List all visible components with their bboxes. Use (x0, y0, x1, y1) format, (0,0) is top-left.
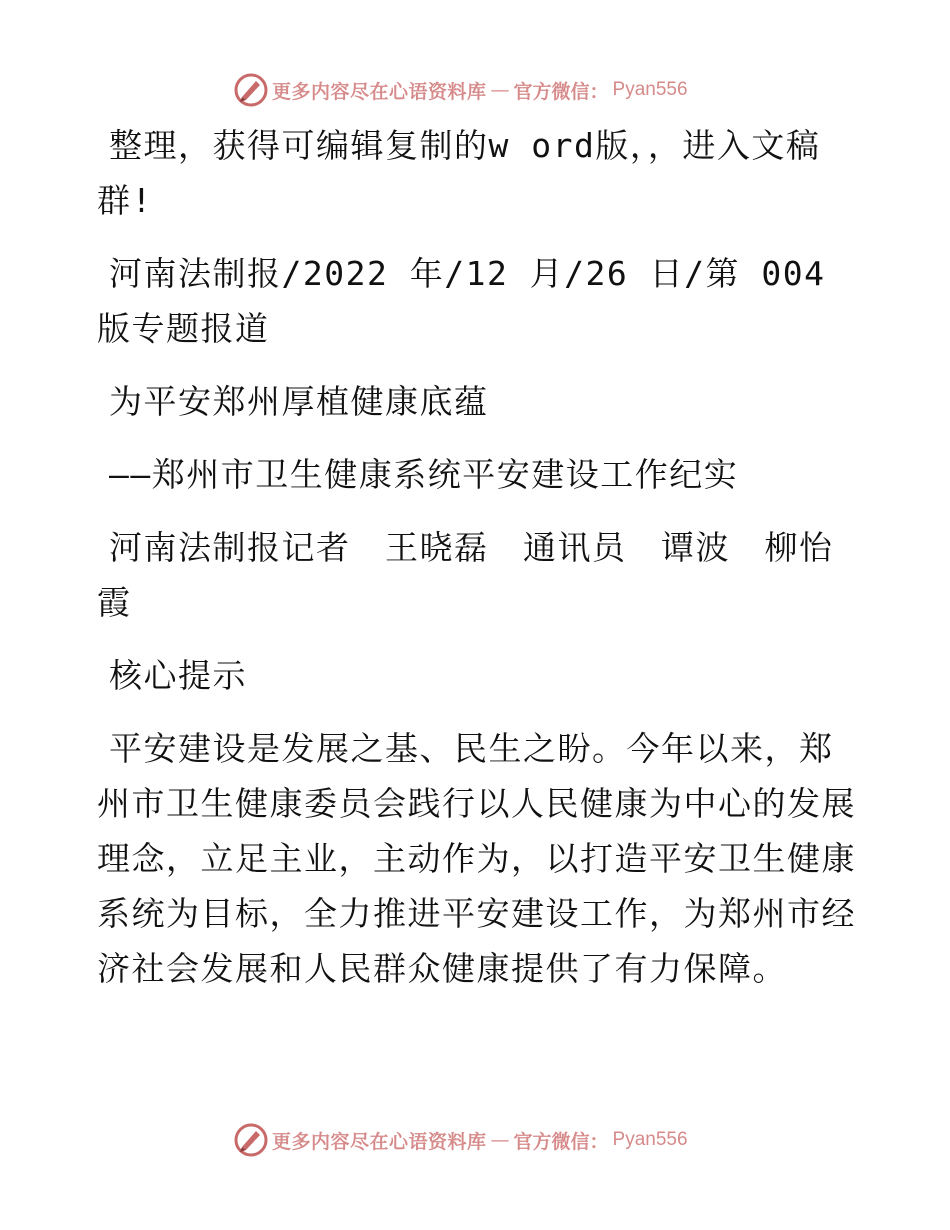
watermark-site-text: 更多内容尽在心语资料库 (272, 80, 487, 103)
paragraph-title: 为平安郑州厚植健康底蕴 (109, 382, 489, 421)
header-watermark (234, 72, 688, 108)
footer-watermark (234, 1122, 688, 1158)
watermark-wechat-label: 官方微信： (513, 1130, 609, 1153)
watermark-site-text: 更多内容尽在心语资料库 (272, 1130, 487, 1153)
watermark-wechat-label: 官方微信： (513, 80, 609, 103)
watermark-dash: — (490, 79, 510, 101)
document-body (97, 118, 857, 1014)
paragraph-intro-note: 整理，获得可编辑复制的w ord版，，进入文稿群! (97, 126, 821, 220)
paragraph-subtitle: ——郑州市卫生健康系统平安建设工作纪实 (109, 455, 739, 494)
watermark-dash: — (490, 1129, 510, 1151)
paragraph-core-summary: 平安建设是发展之基、民生之盼。今年以来，郑州市卫生健康委员会践行以人民健康为中心的发展理念，立足主业，主动作为，以打造平安卫生健康系统为目标，全力推进平安建设工作，为郑州市经济社会发展和人民群众健康提供了有力保障。 (97, 729, 856, 988)
paragraph-section-heading: 核心提示 (109, 656, 247, 695)
paragraph-source-line: 河南法制报/2022 年/12 月/26 日/第 004 版专题报道 (97, 254, 826, 348)
paragraph-byline: 河南法制报记者 王晓磊 通讯员 谭波 柳怡霞 (97, 528, 834, 622)
pen-seal-logo-icon (234, 73, 268, 107)
pen-seal-logo-icon (234, 1123, 268, 1157)
watermark-wechat-id: Pyan556 (612, 1129, 688, 1150)
watermark-wechat-id: Pyan556 (612, 79, 688, 100)
